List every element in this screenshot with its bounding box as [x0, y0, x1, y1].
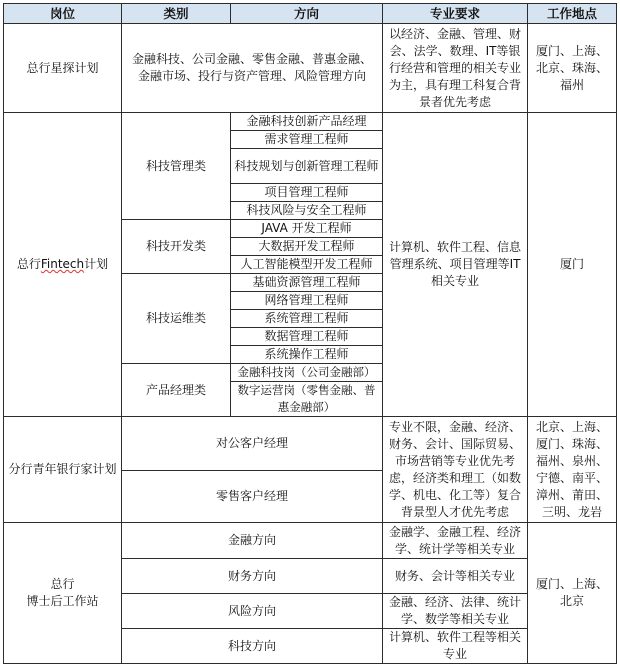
post-youth: 分行青年银行家计划: [4, 417, 122, 523]
requirement-cell: 金融、经济、法律、统计学、数学等相关专业: [383, 594, 528, 629]
post-star: 总行星探计划: [4, 24, 122, 113]
direction-cell: 风险方向: [122, 594, 383, 629]
direction-cell: 需求管理工程师: [231, 131, 383, 149]
requirement-cell: 计算机、软件工程等相关专业: [383, 629, 528, 664]
direction-cell: JAVA 开发工程师: [231, 220, 383, 238]
direction-cell: 财务方向: [122, 559, 383, 594]
direction-cell: 金融科技创新产品经理: [231, 113, 383, 131]
post-fintech: 总行Fintech计划: [4, 113, 122, 417]
direction-cell: 基础资源管理工程师: [231, 274, 383, 292]
header-direction: 方向: [231, 4, 383, 24]
category-tech-dev: 科技开发类: [122, 220, 231, 274]
location-youth: 北京、上海、厦门、珠海、福州、泉州、宁德、南平、漳州、莆田、三明、龙岩: [528, 417, 617, 523]
direction-cell: 人工智能模型开发工程师: [231, 256, 383, 274]
direction-cell: 网络管理工程师: [231, 292, 383, 310]
direction-cell: 金融方向: [122, 523, 383, 559]
header-row: [4, 4, 617, 24]
direction-star: 金融科技、公司金融、零售金融、普惠金融、金融市场、投行与资产管理、风险管理方向: [122, 24, 383, 113]
header-location: 工作地点: [528, 4, 617, 24]
direction-cell: 系统管理工程师: [231, 310, 383, 328]
location-fintech: 厦门: [528, 113, 617, 417]
requirement-cell: 金融学、金融工程、经济学、统计学等相关专业: [383, 523, 528, 559]
direction-cell: 科技方向: [122, 629, 383, 664]
table-row: [4, 24, 617, 113]
direction-cell: 零售客户经理: [122, 471, 383, 523]
recruitment-table: [3, 3, 617, 664]
direction-cell: 系统操作工程师: [231, 346, 383, 364]
category-tech-mgmt: 科技管理类: [122, 113, 231, 220]
category-product-mgr: 产品经理类: [122, 364, 231, 417]
header-requirement: 专业要求: [383, 4, 528, 24]
header-post: 岗位: [4, 4, 122, 24]
location-postdoc: 厦门、上海、北京: [528, 523, 617, 664]
direction-cell: 对公客户经理: [122, 417, 383, 471]
direction-cell: 项目管理工程师: [231, 184, 383, 202]
direction-cell: 科技规划与创新管理工程师: [231, 149, 383, 184]
fintech-word: Fintech: [40, 257, 85, 271]
requirement-fintech: 计算机、软件工程、信息管理系统、项目管理等IT相关专业: [383, 113, 528, 417]
category-tech-ops: 科技运维类: [122, 274, 231, 364]
table-row: [4, 417, 617, 471]
direction-cell: 金融科技岗（公司金融部）: [231, 364, 383, 382]
direction-cell: 科技风险与安全工程师: [231, 202, 383, 220]
header-category: 类别: [122, 4, 231, 24]
post-postdoc: 总行 博士后工作站: [4, 523, 122, 664]
requirement-cell: 财务、会计等相关专业: [383, 559, 528, 594]
requirement-youth: 专业不限，金融、经济、财务、会计、国际贸易、市场营销等专业优先考虑，经济类和理工（如数学、机电、化工等）复合背景型人才优先考虑: [383, 417, 528, 523]
direction-cell: 大数据开发工程师: [231, 238, 383, 256]
requirement-star: 以经济、金融、管理、财会、法学、数理、IT等银行经营和管理的相关专业为主，具有理工科复合背景者优先考虑: [383, 24, 528, 113]
direction-cell: 数据管理工程师: [231, 328, 383, 346]
table-row: [4, 523, 617, 559]
table-row: [4, 113, 617, 131]
direction-cell: 数字运营岗（零售金融、普惠金融部）: [231, 382, 383, 417]
location-star: 厦门、上海、北京、珠海、福州: [528, 24, 617, 113]
